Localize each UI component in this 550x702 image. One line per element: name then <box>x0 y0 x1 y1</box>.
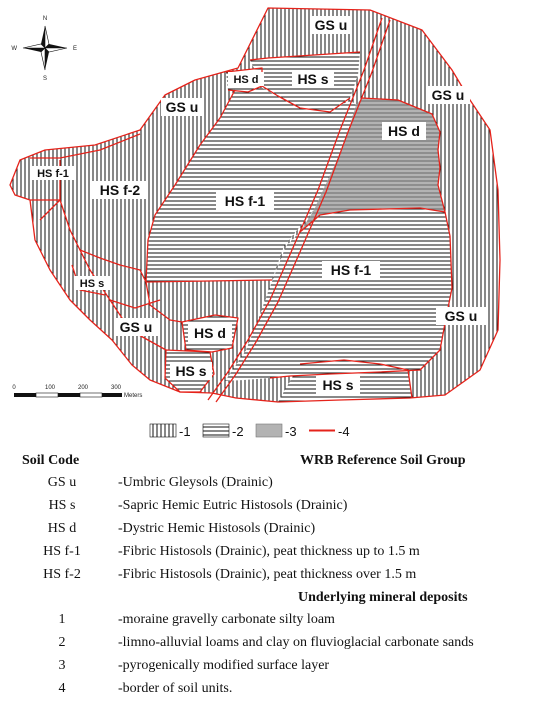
label-gs-u-top <box>310 16 352 34</box>
header-soil-code: Soil Code <box>22 453 80 468</box>
deposit-code: 3 <box>58 658 66 673</box>
deposit-description: -pyrogenically modified surface layer <box>118 658 330 673</box>
scale-bar <box>12 385 142 399</box>
svg-text:HS s: HS s <box>79 278 105 290</box>
label-gs-u-right <box>426 86 470 104</box>
label-gs-u-bottom-left <box>114 318 158 336</box>
label-gs-u-left <box>161 98 203 116</box>
soil-code: HS s <box>48 498 76 513</box>
label-hs-f1-center <box>216 192 274 210</box>
compass-n: N <box>42 16 48 22</box>
svg-text:GS u: GS u <box>444 308 478 324</box>
label-hs-s-top <box>292 70 334 88</box>
deposit-code: 2 <box>58 635 66 650</box>
svg-text:GS u: GS u <box>119 319 153 335</box>
compass-s: S <box>42 76 48 82</box>
north-arrow-icon <box>11 16 77 82</box>
deposit-description: -limno-alluvial loams and clay on fluvioglacial carbonate sands <box>118 635 474 650</box>
soil-description: -Umbric Gleysols (Drainic) <box>118 475 273 490</box>
svg-text:HS d: HS d <box>388 123 420 139</box>
scale-unit: Meters <box>124 393 143 399</box>
legend-row <box>0 418 550 444</box>
soil-row <box>0 518 550 540</box>
soil-row <box>0 564 550 586</box>
soil-code: HS f-1 <box>43 544 81 559</box>
deposit-description: -border of soil units. <box>118 681 233 696</box>
label-hs-d-top <box>228 72 264 86</box>
table-header-row <box>0 450 550 472</box>
deposit-row <box>0 655 550 677</box>
soil-row <box>0 541 550 563</box>
svg-text:-3: -3 <box>285 424 297 439</box>
soil-row <box>0 472 550 494</box>
soil-code: HS d <box>47 521 77 536</box>
header-deposits: Underlying mineral deposits <box>298 590 468 605</box>
svg-text:HS s: HS s <box>322 377 354 393</box>
svg-text:-1: -1 <box>179 424 191 439</box>
soil-description: -Sapric Hemic Eutric Histosols (Drainic) <box>118 498 348 513</box>
scale-tick-0: 0 <box>12 385 16 391</box>
legend-item-shaded <box>256 424 297 439</box>
scale-tick-100: 100 <box>44 385 56 391</box>
svg-text:HS s: HS s <box>297 71 329 87</box>
svg-text:HS f-1: HS f-1 <box>37 168 69 180</box>
label-hs-d-bottom <box>188 324 232 342</box>
svg-text:HS f-1: HS f-1 <box>330 262 372 278</box>
deposit-description: -moraine gravelly carbonate silty loam <box>118 612 335 627</box>
svg-text:-4: -4 <box>338 424 350 439</box>
label-hs-f1-right <box>322 261 380 279</box>
soil-row <box>0 495 550 517</box>
label-hs-f2 <box>92 181 148 199</box>
header-wrb-group: WRB Reference Soil Group <box>300 453 466 468</box>
deposit-row <box>0 632 550 654</box>
label-gs-u-bottom-right <box>436 307 486 325</box>
soil-description: -Fibric Histosols (Drainic), peat thickness over 1.5 m <box>118 567 417 582</box>
svg-text:GS u: GS u <box>314 17 348 33</box>
svg-text:GS u: GS u <box>165 99 199 115</box>
deposit-row <box>0 678 550 700</box>
svg-text:HS f-1: HS f-1 <box>224 193 266 209</box>
deposit-code: 1 <box>58 612 66 627</box>
svg-text:HS f-2: HS f-2 <box>99 182 141 198</box>
label-hs-d-right <box>382 122 426 140</box>
compass-e: E <box>73 46 78 52</box>
scale-tick-200: 200 <box>77 385 89 391</box>
deposit-row <box>0 609 550 631</box>
scale-tick-300: 300 <box>110 385 122 391</box>
svg-text:HS s: HS s <box>175 363 207 379</box>
soil-code: GS u <box>47 475 77 490</box>
label-hs-s-bottom-left <box>170 362 212 380</box>
compass-w: W <box>11 46 17 52</box>
deposits-header-row <box>0 587 550 609</box>
label-hs-f1-far-left <box>32 166 74 180</box>
soil-description: -Fibric Histosols (Drainic), peat thickness up to 1.5 m <box>118 544 420 559</box>
deposit-code: 4 <box>58 681 66 696</box>
svg-text:HS d: HS d <box>194 325 226 341</box>
svg-text:-2: -2 <box>232 424 244 439</box>
legend-item-border <box>309 424 350 439</box>
label-hs-s-bottom-right <box>316 376 360 394</box>
svg-text:HS d: HS d <box>233 74 259 86</box>
soil-code: HS f-2 <box>43 567 81 582</box>
soil-description: -Dystric Hemic Histosols (Drainic) <box>118 521 316 536</box>
svg-text:GS u: GS u <box>431 87 465 103</box>
legend-item-horizontal-hatch <box>203 424 244 439</box>
legend-item-vertical-hatch <box>150 424 191 439</box>
label-hs-s-left <box>74 276 110 290</box>
